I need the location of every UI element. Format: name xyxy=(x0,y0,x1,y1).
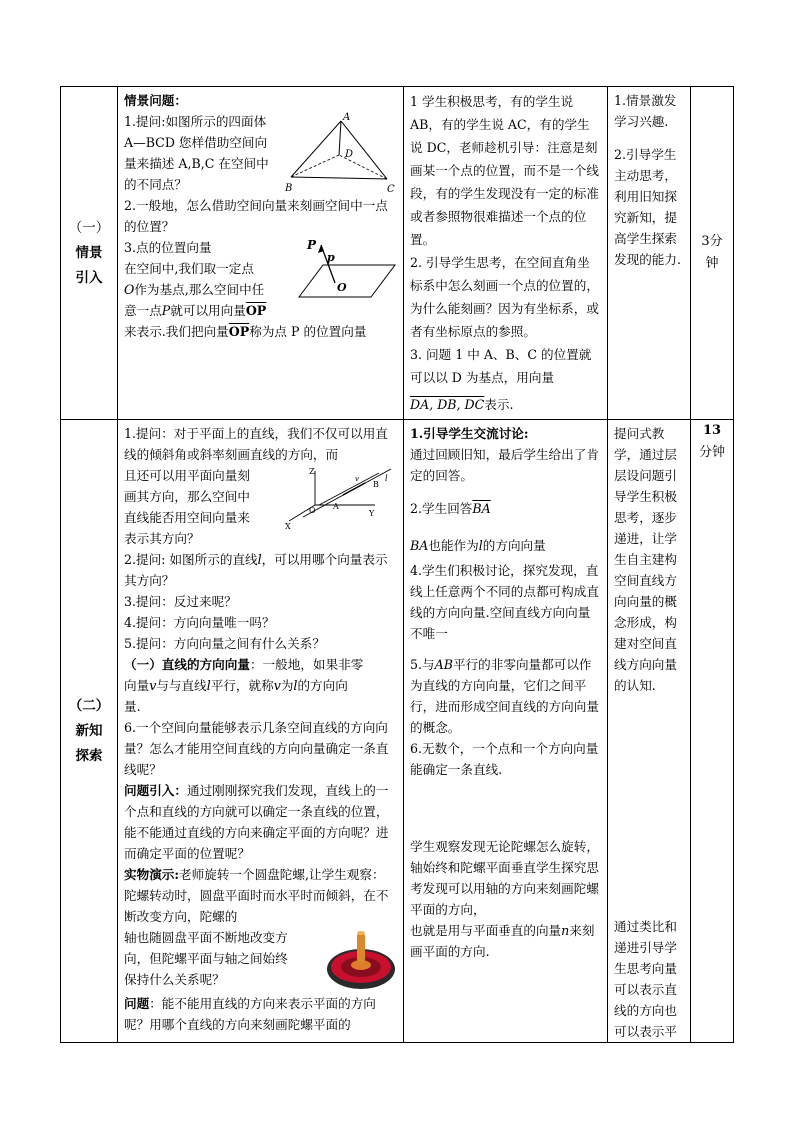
question-1-line3: 画其方向，那么空间中 xyxy=(124,489,250,504)
design-intent-cell-2 xyxy=(608,420,691,1043)
student-answer-6: 6.无数个，一个点和一个方向向量能确定一条直线. xyxy=(410,741,599,777)
question-3: 3.提问：反过来呢？ xyxy=(124,594,237,609)
scenario-heading: 情景问题： xyxy=(124,93,187,108)
spinning-top-image xyxy=(323,927,397,993)
stage-title-line2: 引入 xyxy=(75,269,103,286)
intent-1: 提问式教学，通过层层设问题引导学生积极思考，逐步递进，让学生自主建构空间直线方向向量的概念形成，构建对空间直线方向向量的认知. xyxy=(614,426,677,693)
row-scenario-intro xyxy=(61,87,734,420)
svg-text:O: O xyxy=(337,281,347,294)
definition-direction-vector: （一）直线的方向向量：一般地，如果非零 向量v与与直线l平行，就称v为l的方向向 量. xyxy=(124,657,364,714)
question-1-line4: 直线能否用空间向量来 xyxy=(124,510,250,525)
question-3-line1: 在空间中,我们取一定点 xyxy=(124,261,254,276)
physical-demo-line2: 轴也随圆盘平面不断地改变方 xyxy=(124,930,288,945)
svg-text:Z: Z xyxy=(309,467,315,476)
question-2: 2.提问: 如图所示的直线l，可以用哪个向量表示其方向？ xyxy=(124,552,388,588)
student-answer-3: BA也能作为l的方向向量 xyxy=(410,538,546,553)
student-response-3: 3. 问题 1 中 A、B、C 的位置就可以以 D 为基点，用向量 xyxy=(410,347,592,385)
svg-text:Y: Y xyxy=(369,509,375,518)
question-plane-direction: 问题：能不能用直线的方向来表示平面的方向呢？用哪个直线的方向来刻画陀螺平面的 xyxy=(124,996,376,1032)
svg-text:X: X xyxy=(285,522,291,531)
student-response-2: 2. 引导学生思考，在空间直角坐标系中怎么刻画一个点的位置的，为什么能刻画？因为有坐标系，或者有坐标原点的参照。 xyxy=(410,255,599,339)
question-3-line2: O作为基点,那么空间中任 xyxy=(124,282,265,297)
question-2: 2.一般地，怎么借助空间向量来刻画空间中一点的位置？ xyxy=(124,198,388,234)
student-conclusion: 也就是用与平面垂直的向量n来刻画平面的方向. xyxy=(410,923,595,959)
intent-2: 2.引导学生主动思考，利用旧知探究新知，提高学生探索发现的能力. xyxy=(614,147,681,267)
problem-intro: 问题引入：通过刚刚探究我们发现，直线上的一个点和直线的方向就可以确定一条直线的位置，能不能通过直线的方向来确定平面的方向呢？进而确定平面的位置呢？ xyxy=(124,783,389,861)
discussion-heading: 1.引导学生交流讨论: xyxy=(410,426,529,441)
question-1-line1: 1.提问:如图所示的四面体 xyxy=(124,114,267,129)
student-answer-1: 通过回顾旧知，最后学生给出了肯定的回答。 xyxy=(410,447,599,483)
svg-text:B: B xyxy=(285,183,293,194)
question-1-line2: 且还可以用平面向量刻 xyxy=(124,468,250,483)
stage-title-line1: 情景 xyxy=(75,244,103,261)
physical-demo-line3: 向，但陀螺平面与轴之间始终 xyxy=(124,951,288,966)
student-answer-5: 5.与AB平行的非零向量都可以作为直线的方向向量，它们之间平行，进而形成空间直线的方向向量的概念。 xyxy=(410,657,599,735)
question-6: 6.一个空间向量能够表示几条空间直线的方向向量？怎么才能用空间直线的方向向量确定一条直线呢？ xyxy=(124,720,389,777)
student-response-3-vectors: DA, DB, DC表示. xyxy=(410,397,514,412)
stage-number: （二） xyxy=(68,697,110,714)
teacher-activity-cell-2 xyxy=(118,420,404,1043)
student-response-1: 1 学生积极思考，有的学生说 AB，有的学生说 AC，有的学生说 DC，老师趁机引导：注意是刻画某一个点的位置，而不是一个线段，有的学生发现没有一定的标准或者参照物很难描述一个点的位置。 xyxy=(410,94,599,247)
intent-1: 1.情景激发学习兴趣. xyxy=(614,93,677,129)
line-direction-figure xyxy=(285,465,397,531)
physical-demo-text: 实物演示:老师旋转一个圆盘陀螺,让学生观察：陀螺转动时，圆盘平面时而水平时而倾斜，在不断改变方向，陀螺的 xyxy=(124,867,389,924)
student-observation: 学生观察发现无论陀螺怎么旋转，轴始终和陀螺平面垂直学生探究思考发现可以用轴的方向来刻画陀螺平面的方向， xyxy=(410,839,599,917)
student-activity-cell-1 xyxy=(404,87,608,420)
stage-cell-1 xyxy=(61,87,118,420)
svg-text:v: v xyxy=(355,475,359,483)
student-answer-4: 4.学生们积极讨论，探究发现，直线上任意两个不同的点都可构成直线的方向向量.空间直线方向向量不唯一 xyxy=(410,563,599,641)
row-new-knowledge xyxy=(61,420,734,1043)
svg-text:A: A xyxy=(333,502,339,511)
svg-text:l: l xyxy=(385,474,388,483)
question-5: 5.提问：方向向量之间有什么关系？ xyxy=(124,636,325,651)
design-intent-cell-1 xyxy=(608,87,691,420)
svg-text:D: D xyxy=(345,149,354,160)
question-1-line2: A—BCD 您样借助空间向 xyxy=(124,135,268,150)
time-unit: 钟 xyxy=(705,256,719,271)
svg-text:O: O xyxy=(309,506,316,515)
question-1-line1: 1.提问：对于平面上的直线，我们不仅可以用直线的倾斜角或斜率刻画直线的方向，而 xyxy=(124,426,388,462)
question-1-line3: 量来描述 A,B,C 在空间中 xyxy=(124,156,269,171)
lesson-plan-table xyxy=(60,86,734,1043)
question-1-line5: 表示其方向？ xyxy=(124,531,200,546)
question-1-line4: 的不同点？ xyxy=(124,177,187,192)
stage-title-line2: 探索 xyxy=(75,747,103,764)
question-3-title: 3.点的位置向量 xyxy=(124,240,212,255)
stage-title-line1: 新知 xyxy=(75,722,103,739)
question-3-line4: 来表示.我们把向量$\overline{OP}$称为点 P 的位置向量 xyxy=(124,324,367,339)
position-vector-figure xyxy=(297,237,397,299)
time-cell-1 xyxy=(691,87,734,420)
svg-text:A: A xyxy=(343,112,351,123)
time-value: 3分 xyxy=(701,234,723,249)
student-activity-cell-2 xyxy=(404,420,608,1043)
svg-text:P: P xyxy=(307,238,317,252)
time-unit: 分钟 xyxy=(698,445,725,460)
student-answer-2: 2.学生回答$\overline{BA}$ xyxy=(410,501,491,516)
time-cell-2 xyxy=(691,420,734,1043)
intent-2: 通过类比和递进引导学生思考向量可以表示直线的方向也可以表示平 xyxy=(614,919,677,1039)
physical-demo-line4: 保持什么关系呢？ xyxy=(124,972,225,987)
tetrahedron-figure xyxy=(285,111,397,195)
svg-text:p: p xyxy=(327,251,335,264)
time-value: 13 xyxy=(702,423,722,438)
stage-cell-2 xyxy=(61,420,118,1043)
question-3-line3: 意一点P就可以用向量$\overline{OP}$ xyxy=(124,303,267,318)
svg-text:C: C xyxy=(387,184,395,195)
svg-text:B: B xyxy=(373,480,379,489)
stage-number: （一） xyxy=(68,219,110,236)
question-4: 4.提问：方向向量唯一吗？ xyxy=(124,615,275,630)
teacher-activity-cell-1 xyxy=(118,87,404,420)
